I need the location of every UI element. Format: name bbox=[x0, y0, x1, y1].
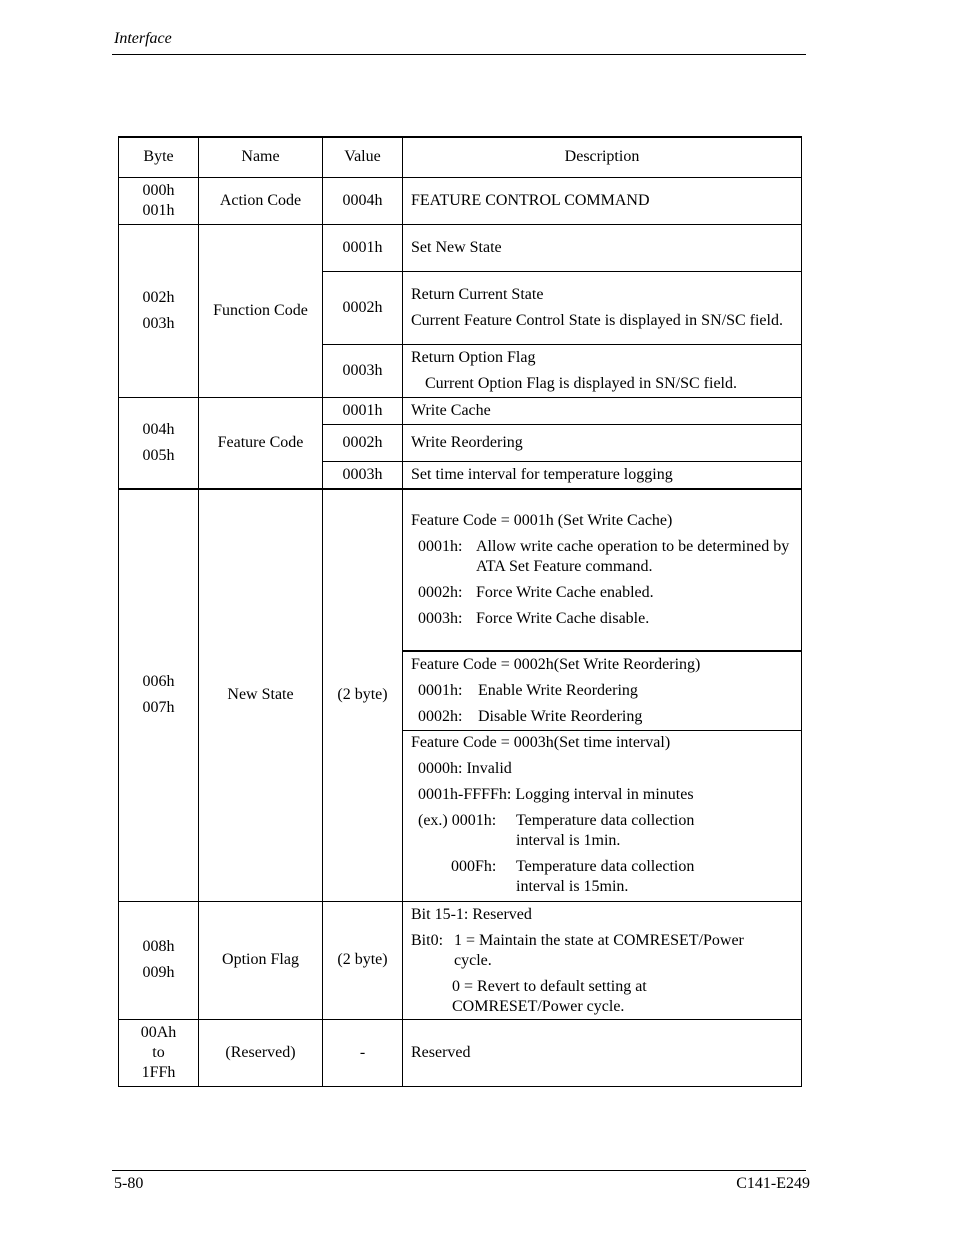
byte-cell bbox=[119, 177, 199, 224]
value-cell: 0002h bbox=[323, 424, 403, 461]
value-cell: 0002h bbox=[323, 271, 403, 344]
option-key: 0001h: bbox=[418, 538, 463, 555]
description-cell: Write Reordering bbox=[403, 424, 802, 461]
byte-line: 002h bbox=[142, 288, 175, 306]
value-cell: 0001h bbox=[323, 224, 403, 271]
footer-rule bbox=[112, 1170, 806, 1171]
name-cell: Feature Code bbox=[199, 397, 323, 489]
document-code: C141-E249 bbox=[736, 1175, 810, 1192]
byte-cell bbox=[119, 1019, 199, 1086]
option-item bbox=[411, 537, 793, 577]
byte-line: 006h bbox=[142, 673, 175, 691]
table-header-row bbox=[119, 137, 802, 177]
example-text: Temperature data collection interval is 15min. bbox=[516, 857, 695, 895]
option-key: 0002h: bbox=[418, 584, 463, 601]
byte-line: 008h bbox=[142, 938, 175, 955]
description-line: Return Option Flag bbox=[411, 348, 536, 366]
bit-item bbox=[411, 931, 793, 971]
description-cell bbox=[403, 901, 802, 1019]
option-item bbox=[411, 681, 793, 701]
description-cell: Write Cache bbox=[403, 397, 802, 424]
table-row-function-code bbox=[119, 224, 802, 271]
description-cell: FEATURE CONTROL COMMAND bbox=[403, 177, 802, 224]
block-title: Feature Code = 0002h(Set Write Reordering) bbox=[411, 656, 701, 673]
col-header-description: Description bbox=[403, 137, 802, 177]
option-text: Force Write Cache enabled. bbox=[476, 584, 654, 601]
value-cell: 0004h bbox=[323, 177, 403, 224]
byte-line: 007h bbox=[142, 699, 175, 717]
block-title: Feature Code = 0003h(Set time interval) bbox=[411, 733, 671, 751]
feature-control-table bbox=[118, 136, 802, 1087]
example-item bbox=[411, 811, 793, 851]
example-key: 000Fh: bbox=[451, 857, 497, 875]
byte-cell bbox=[119, 224, 199, 397]
value-cell: - bbox=[323, 1019, 403, 1086]
description-cell bbox=[403, 344, 802, 397]
option-key: 0002h: bbox=[418, 708, 463, 725]
byte-line: 009h bbox=[142, 964, 175, 981]
bit-text: 1 = Maintain the state at COMRESET/Power cycle. bbox=[454, 931, 744, 969]
value-cell: 0003h bbox=[323, 344, 403, 397]
table-row-option-flag bbox=[119, 901, 802, 1019]
option-item bbox=[411, 609, 793, 629]
bit-key: Bit0: bbox=[411, 931, 444, 949]
name-cell: Option Flag bbox=[199, 901, 323, 1019]
option-item: 0001h-FFFFh: Logging interval in minutes bbox=[418, 785, 694, 803]
example-key: (ex.) 0001h: bbox=[418, 811, 497, 829]
value-cell: (2 byte) bbox=[323, 901, 403, 1019]
description-cell: Set time interval for temperature logging bbox=[403, 461, 802, 489]
description-cell bbox=[403, 730, 802, 901]
example-item bbox=[411, 857, 793, 897]
description-line: Return Current State bbox=[411, 285, 544, 303]
table-row-action-code bbox=[119, 177, 802, 224]
byte-line: 000h bbox=[142, 181, 175, 199]
running-header: Interface bbox=[114, 30, 172, 47]
name-cell: New State bbox=[199, 489, 323, 901]
byte-line: to bbox=[152, 1043, 165, 1061]
option-item bbox=[411, 583, 793, 603]
byte-cell bbox=[119, 489, 199, 901]
byte-line: 004h bbox=[142, 420, 175, 438]
block-title: Feature Code = 0001h (Set Write Cache) bbox=[411, 512, 673, 529]
example-text: Temperature data collection interval is 1min. bbox=[516, 811, 695, 849]
option-text: Force Write Cache disable. bbox=[476, 610, 650, 627]
name-cell: (Reserved) bbox=[199, 1019, 323, 1086]
table-row-new-state bbox=[119, 489, 802, 651]
description-line: Current Option Flag is displayed in SN/SC field. bbox=[425, 374, 737, 392]
option-key: 0001h: bbox=[418, 682, 463, 699]
byte-line: 003h bbox=[142, 314, 175, 332]
description-cell: Set New State bbox=[403, 224, 802, 271]
header-rule bbox=[112, 54, 806, 55]
col-header-name: Name bbox=[199, 137, 323, 177]
byte-cell bbox=[119, 397, 199, 489]
option-text: Allow write cache operation to be determined by ATA Set Feature command. bbox=[476, 538, 790, 575]
byte-line: 1FFh bbox=[141, 1063, 176, 1081]
value-cell: (2 byte) bbox=[323, 489, 403, 901]
col-header-byte: Byte bbox=[119, 137, 199, 177]
name-cell: Action Code bbox=[199, 177, 323, 224]
option-text: Enable Write Reordering bbox=[478, 682, 638, 699]
page-number: 5-80 bbox=[114, 1175, 144, 1192]
byte-line: 005h bbox=[142, 446, 175, 464]
byte-cell bbox=[119, 901, 199, 1019]
table-row-feature-code bbox=[119, 397, 802, 424]
description-cell bbox=[403, 271, 802, 344]
table-row-reserved bbox=[119, 1019, 802, 1086]
option-item bbox=[411, 707, 793, 727]
description-cell: Reserved bbox=[403, 1019, 802, 1086]
byte-line: 00Ah bbox=[140, 1023, 177, 1041]
option-key: 0003h: bbox=[418, 610, 463, 627]
description-cell bbox=[403, 651, 802, 730]
name-cell: Function Code bbox=[199, 224, 323, 397]
value-cell: 0001h bbox=[323, 397, 403, 424]
description-line: Bit 15-1: Reserved bbox=[411, 905, 532, 923]
option-item: 0000h: Invalid bbox=[418, 759, 512, 777]
option-text: Disable Write Reordering bbox=[478, 708, 643, 725]
value-cell: 0003h bbox=[323, 461, 403, 489]
bit-text: 0 = Revert to default setting at COMRESET/Power cycle. bbox=[452, 977, 647, 1015]
description-line: Current Feature Control State is displayed in SN/SC field. bbox=[411, 311, 783, 329]
col-header-value: Value bbox=[323, 137, 403, 177]
description-cell bbox=[403, 489, 802, 651]
byte-line: 001h bbox=[142, 201, 175, 219]
